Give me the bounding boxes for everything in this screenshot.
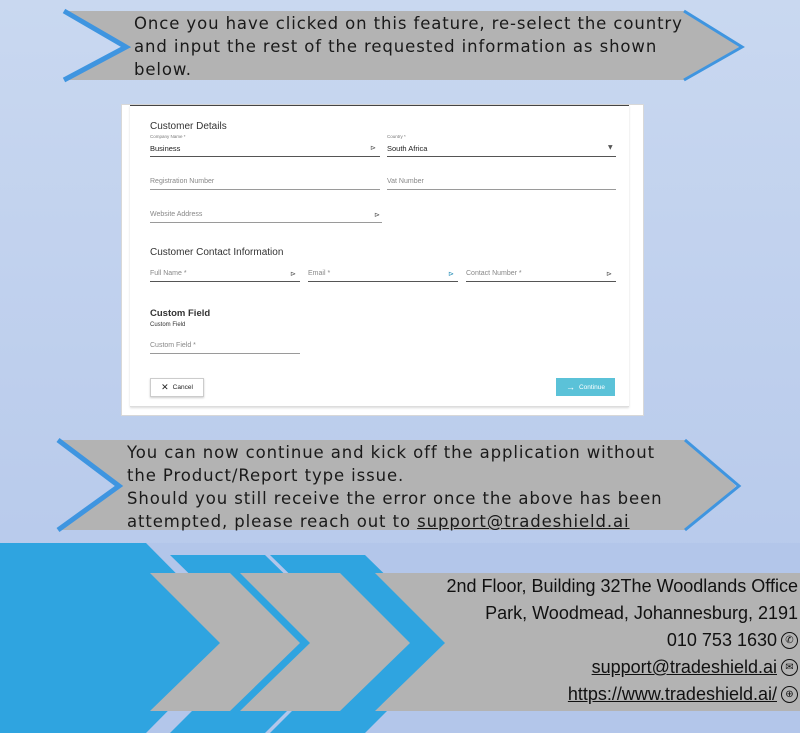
continue-label: Continue <box>578 383 606 391</box>
support-email-link[interactable]: support@tradeshield.ai <box>417 512 630 531</box>
banner-bottom-line-1: You can now continue and kick off the application without <box>127 443 656 462</box>
instruction-banner-top <box>0 0 800 90</box>
banner-bottom-line-4-text: attempted, please reach out to <box>127 512 418 531</box>
website-address-input[interactable]: Website Address <box>150 211 203 218</box>
email-line <box>446 654 798 681</box>
country-select[interactable]: South Africa <box>387 144 428 153</box>
full-name-underline <box>150 281 300 282</box>
email-underline <box>308 281 458 282</box>
banner-bottom-line-2: the Product/Report type issue. <box>127 466 405 485</box>
autofill-icon: ⊳ <box>448 270 454 278</box>
registration-underline <box>150 189 380 190</box>
custom-field-title: Custom Field <box>150 308 211 319</box>
banner-top-line-1: Once you have clicked on this feature, re-select the country <box>134 14 683 33</box>
website-link[interactable]: https://www.tradeshield.ai/ <box>567 684 777 704</box>
close-icon: ✕ <box>161 382 169 392</box>
autofill-icon: ⊳ <box>290 270 296 278</box>
footer-email-link[interactable]: support@tradeshield.ai <box>591 657 777 677</box>
contact-block <box>446 573 798 708</box>
form-panel <box>130 105 629 407</box>
country-label: Country * <box>387 134 406 139</box>
envelope-icon: ✉ <box>781 659 798 676</box>
banner-top-line-2: and input the rest of the requested information as shown <box>134 37 658 56</box>
banner-bottom-line-3: Should you still receive the error once the above has been <box>127 489 663 508</box>
cancel-button[interactable] <box>150 378 204 397</box>
country-underline <box>387 156 616 157</box>
vat-number-input[interactable]: Vat Number <box>387 178 424 185</box>
chevron-down-icon[interactable]: ▼ <box>608 144 613 151</box>
custom-field-input[interactable]: Custom Field * <box>150 342 196 349</box>
custom-field-underline <box>150 353 300 354</box>
phone-icon: ✆ <box>781 632 798 649</box>
banner-top-line-3: below. <box>134 60 192 79</box>
registration-number-input[interactable]: Registration Number <box>150 178 215 185</box>
autofill-icon: ⊳ <box>374 211 380 219</box>
address-line-1-text: 2nd Floor, Building 32The Woodlands Office <box>446 576 798 596</box>
address-line-2 <box>446 600 798 627</box>
company-name-input[interactable]: Business <box>150 144 181 153</box>
phone-line <box>446 627 798 654</box>
contact-info-title: Customer Contact Information <box>150 247 284 258</box>
arrow-right-icon: → <box>565 382 575 392</box>
form-screenshot <box>121 104 644 416</box>
phone-number: 010 753 1630 <box>666 630 777 650</box>
address-line-1 <box>446 573 798 600</box>
company-name-underline <box>150 156 380 157</box>
address-line-2-text: Park, Woodmead, Johannesburg, 2191 <box>485 603 798 623</box>
globe-icon: ⊕ <box>781 686 798 703</box>
banner-bottom-line-4 <box>127 510 663 533</box>
contact-number-input[interactable]: Contact Number * <box>466 270 522 277</box>
email-input[interactable]: Email * <box>308 270 331 277</box>
company-name-label: Company Name * <box>150 134 186 139</box>
vat-underline <box>387 189 616 190</box>
cancel-label: Cancel <box>172 384 193 391</box>
autofill-icon: ⊳ <box>606 270 612 278</box>
website-underline <box>150 222 382 223</box>
autofill-icon: ⊳ <box>370 144 376 152</box>
custom-field-subtitle: Custom Field <box>150 322 186 328</box>
instruction-banner-bottom <box>0 430 800 540</box>
contact-number-underline <box>466 281 616 282</box>
continue-button[interactable] <box>556 378 615 396</box>
full-name-input[interactable]: Full Name * <box>150 270 187 277</box>
website-line <box>446 681 798 708</box>
customer-details-title: Customer Details <box>150 121 227 132</box>
